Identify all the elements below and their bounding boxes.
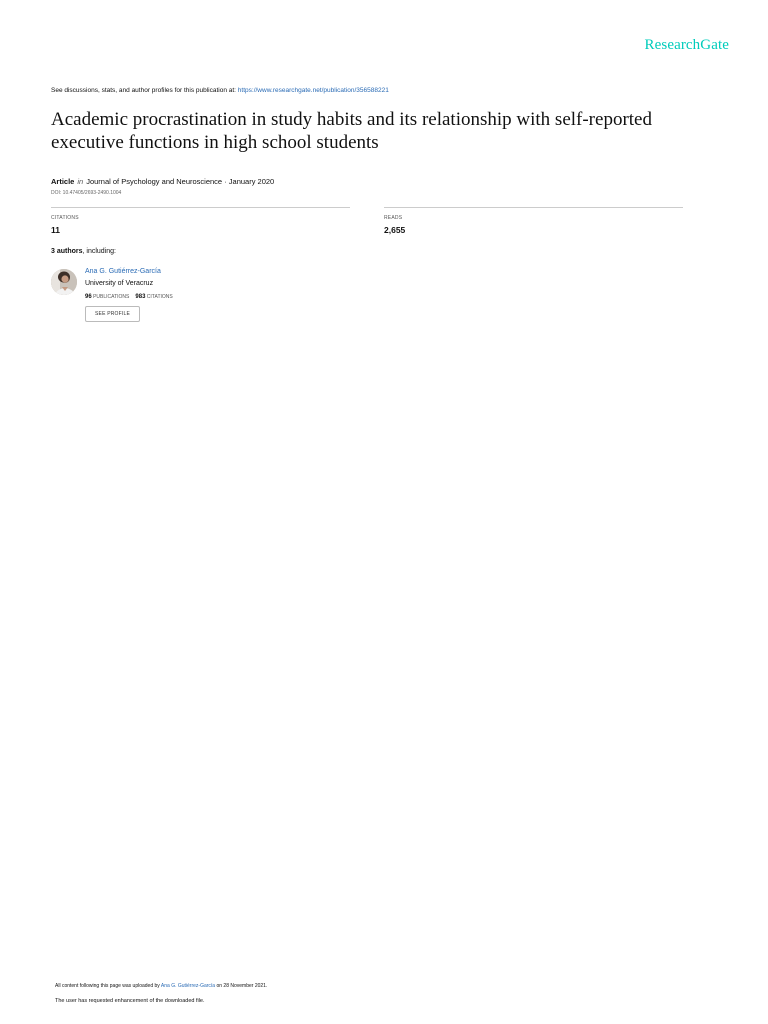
upload-prefix: All content following this page was uploaded by [55,983,161,989]
article-doi: DOI: 10.47405/2693-2490.1004 [51,190,122,196]
see-profile-button[interactable]: SEE PROFILE [85,306,140,322]
author-photo-icon [51,269,77,295]
upload-suffix: on 28 November 2021. [215,983,268,989]
author-card [51,268,351,332]
author-citations-count: 983 [135,294,146,300]
article-meta [51,177,274,186]
authors-including: , including: [82,248,116,255]
authors-summary [51,248,116,255]
author-info [85,268,173,322]
citations-label: CITATIONS [51,215,79,221]
reads-stat [384,207,683,235]
reads-value: 2,655 [384,225,406,235]
author-affiliation: University of Veracruz [85,280,154,287]
date-separator: · [222,177,229,186]
publications-label: PUBLICATIONS [93,294,130,300]
authors-count: 3 authors [51,248,83,255]
author-stats [85,294,173,300]
article-title: Academic procrastination in study habits and its relationship with self-reported executive functions in high school students [51,109,652,153]
author-citations-label: CITATIONS [146,294,173,300]
researchgate-logo[interactable]: ResearchGate [644,37,729,53]
publications-count: 96 [85,294,92,300]
citations-stat [51,207,350,235]
publication-url-link[interactable]: https://www.researchgate.net/publication/356588221 [237,87,389,94]
avatar[interactable] [51,269,77,295]
publication-source-line [51,87,389,94]
uploader-link[interactable]: Ana G. Gutiérrez-García [160,983,216,989]
source-intro-text: See discussions, stats, and author profiles for this publication at: [51,87,238,94]
upload-note [55,983,267,989]
publication-date: January 2020 [228,177,275,186]
article-type: Article [51,177,75,186]
journal-name: Journal of Psychology and Neuroscience [86,177,223,186]
in-label: in [77,177,84,186]
enhancement-note: The user has requested enhancement of the downloaded file. [55,998,205,1004]
citations-value: 11 [51,225,60,235]
author-name-link[interactable]: Ana G. Gutiérrez-García [85,268,161,275]
reads-label: READS [384,215,403,221]
